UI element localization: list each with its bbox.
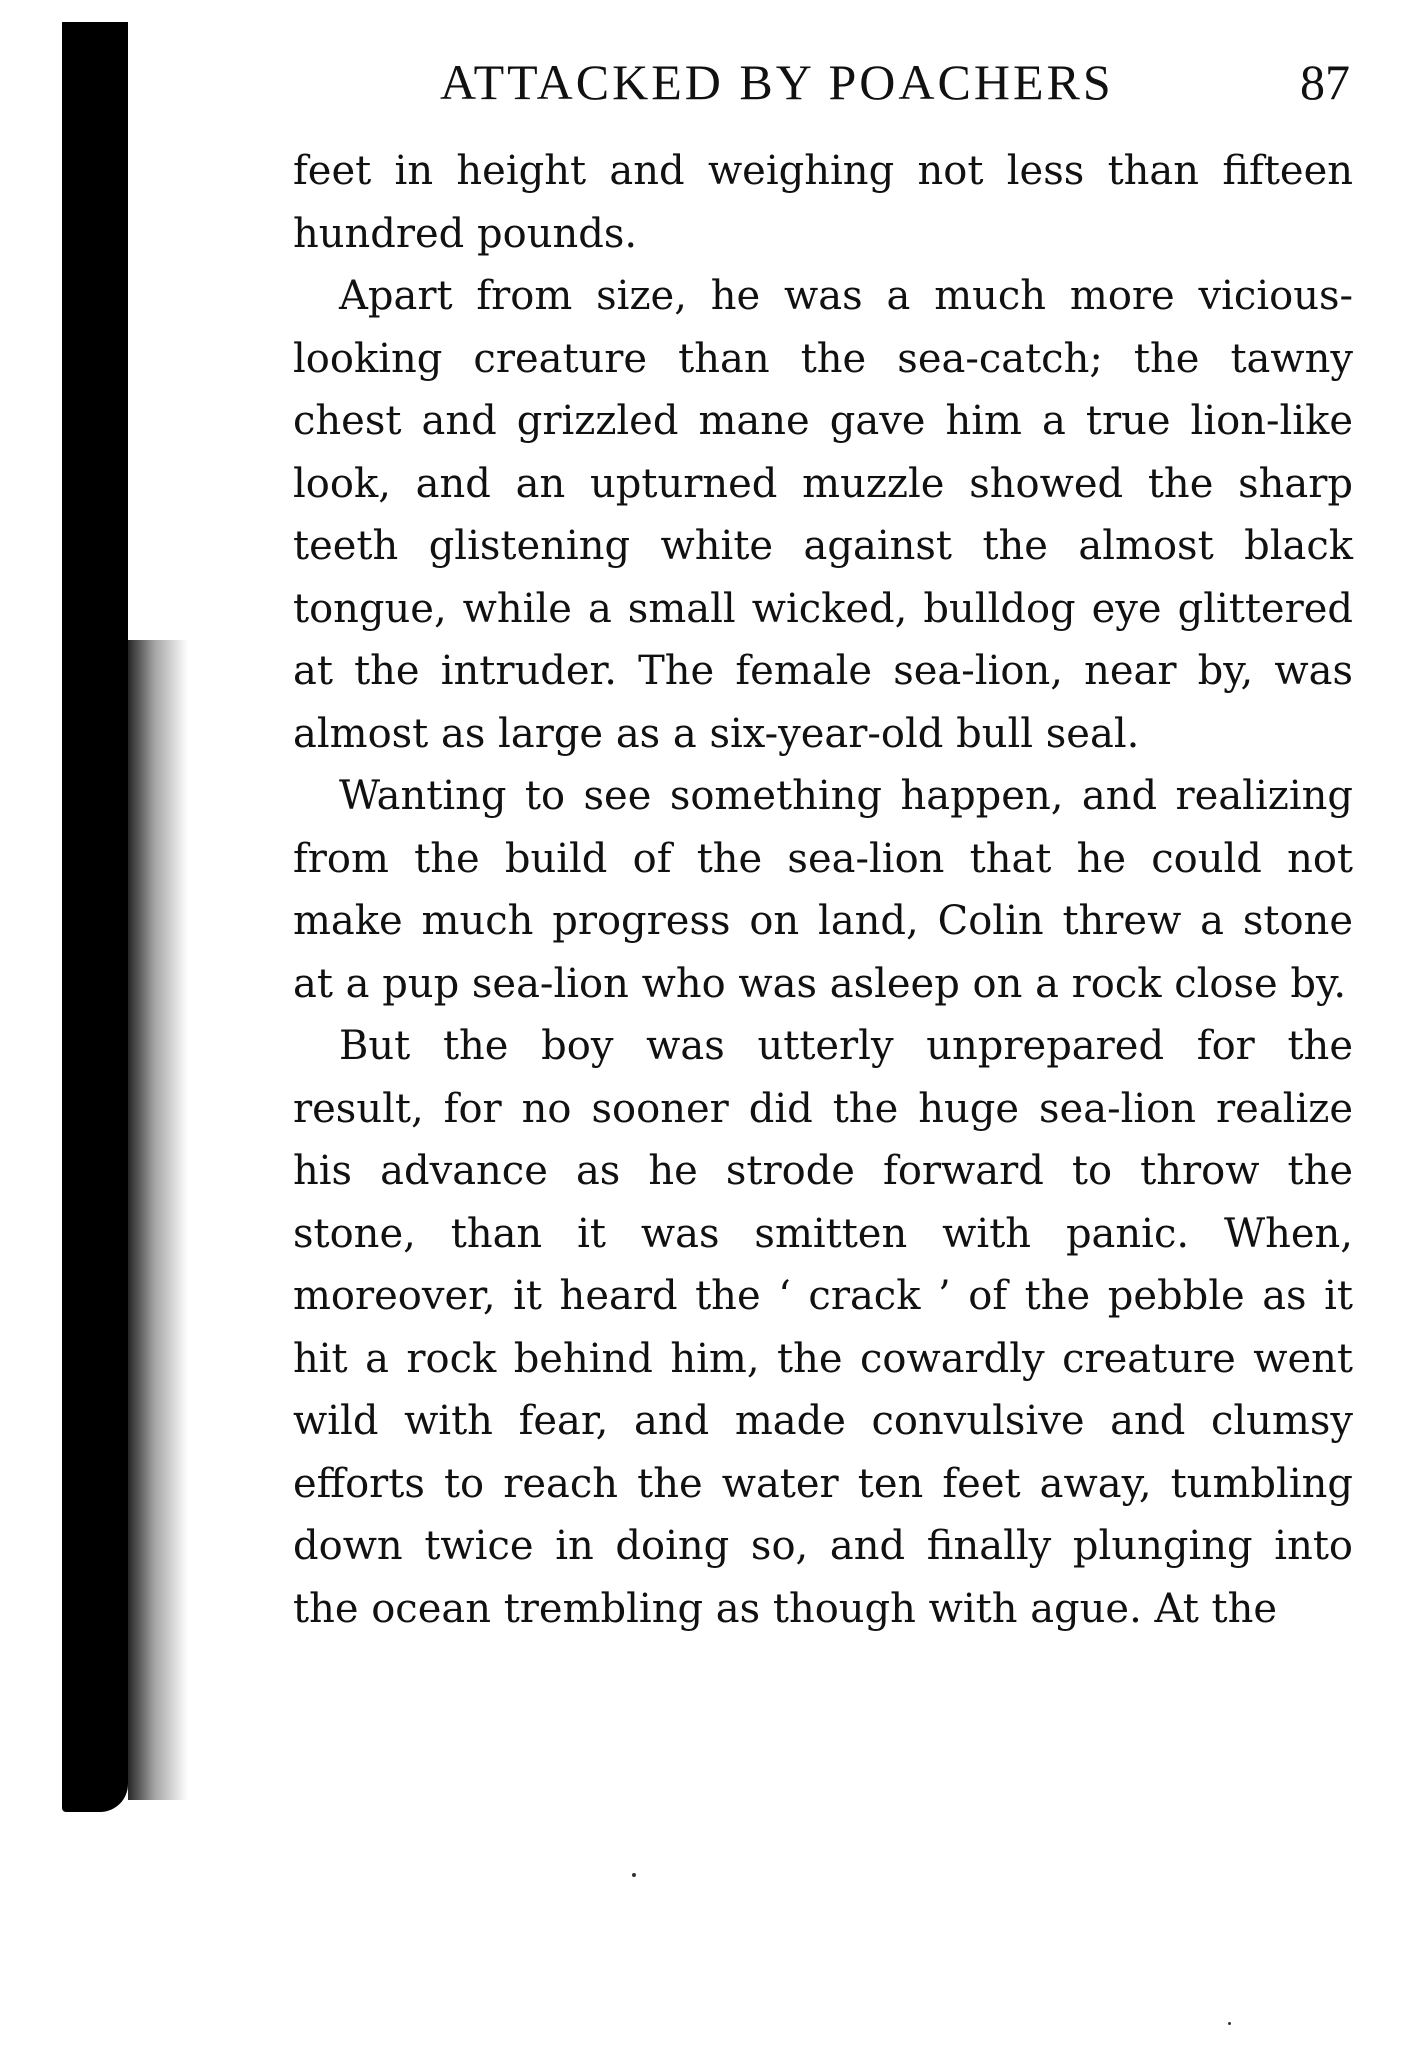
body-text: [293, 140, 1353, 1640]
running-title: ATTACKED BY POACHERS: [440, 54, 1114, 110]
running-head: [440, 52, 1350, 112]
binding-shadow-fade: [128, 640, 188, 1800]
page-number: 87: [1300, 54, 1350, 110]
paragraph-sea-lion-panic: But the boy was utterly unprepared for the result, for no sooner did the huge sea-lion realize his advance as he strode forward to throw the stone, than it was smitten with panic. When, moreover, it heard the ‘ crack ’ of the pebble as it hit a rock behind him, the cowardly creature went wild with fear, and made convulsive and clumsy efforts to reach the water ten feet away, tumbling down twice in doing so, and finally plunging into the ocean trembling as though with ague. At the: [293, 1023, 1353, 1632]
binding-shadow: [62, 22, 128, 1812]
paragraph-continuation: feet in height and weighing not less than fifteen hundred pounds.: [293, 148, 1353, 257]
print-speck: [632, 1873, 636, 1877]
paragraph-sea-lion-description: Apart from size, he was a much more vicious-looking creature than the sea-catch; the tawny chest and grizzled mane gave him a true lion-like look, and an upturned muzzle showed the sharp teeth glistening white against the almost black tongue, while a small wicked, bulldog eye glittered at the intruder. The female sea-lion, near by, was almost as large as a six-year-old bull seal.: [293, 273, 1353, 757]
print-speck: [1228, 2022, 1231, 2025]
paragraph-colin-throws-stone: Wanting to see something happen, and realizing from the build of the sea-lion that he could not make much progress on land, Colin threw a stone at a pup sea-lion who was asleep on a rock close by.: [293, 773, 1353, 1007]
